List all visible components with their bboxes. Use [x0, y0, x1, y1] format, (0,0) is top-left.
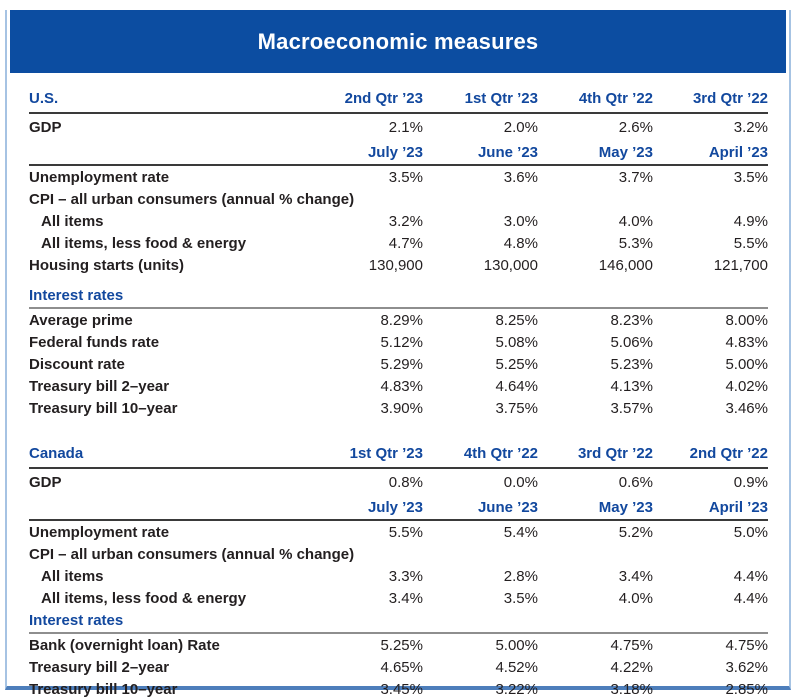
cell-value: 8.29% — [380, 311, 423, 329]
us-quarter-header-1: 2nd Qtr ’23 — [344, 90, 423, 107]
row-label: All items — [41, 212, 104, 230]
canada-quarter-header-2: 4th Qtr ’22 — [463, 445, 538, 462]
cell-value: 0.9% — [733, 473, 768, 491]
canada-month-header-2: June ’23 — [477, 498, 538, 516]
cell-value: 4.83% — [725, 333, 768, 351]
us-header-row — [29, 85, 768, 114]
cell-value: 4.75% — [725, 636, 768, 654]
canada-gdp-row — [29, 469, 768, 495]
cell-value: 3.4% — [618, 567, 653, 585]
row-label: Bank (overnight loan) Rate — [29, 636, 220, 654]
cell-value: 3.75% — [495, 399, 538, 417]
cell-value: 5.29% — [380, 355, 423, 373]
cell-value: 4.83% — [380, 377, 423, 395]
canada-quarter-header-4: 2nd Qtr ’22 — [689, 445, 768, 462]
canada-quarter-header-3: 3rd Qtr ’22 — [577, 445, 653, 462]
cell-value: 130,900 — [368, 256, 423, 274]
table-row — [29, 331, 768, 353]
cell-value: 4.0% — [618, 589, 653, 607]
cell-value: 0.6% — [618, 473, 653, 491]
cell-value: 8.25% — [495, 311, 538, 329]
cell-value: 146,000 — [598, 256, 653, 274]
cell-value: 2.0% — [503, 118, 538, 136]
cell-value: 121,700 — [713, 256, 768, 274]
cell-value: 3.62% — [725, 658, 768, 676]
row-label: Treasury bill 2–year — [29, 377, 170, 395]
cell-value: 3.4% — [388, 589, 423, 607]
table-row — [29, 587, 768, 609]
cell-value: 3.0% — [503, 212, 538, 230]
canada-quarter-header-1: 1st Qtr ’23 — [349, 445, 423, 462]
cell-value: 4.4% — [733, 589, 768, 607]
canada-region-label: Canada — [29, 445, 84, 462]
table-row — [29, 678, 768, 700]
table-row — [29, 254, 768, 276]
cell-value: 5.06% — [610, 333, 653, 351]
cell-value: 4.7% — [388, 234, 423, 252]
row-label: Treasury bill 2–year — [29, 658, 170, 676]
table-row — [29, 634, 768, 656]
canada-month-header-1: July ’23 — [367, 498, 423, 516]
row-label: Federal funds rate — [29, 333, 160, 351]
canada-header-row — [29, 440, 768, 469]
cell-value: 4.65% — [380, 658, 423, 676]
section-heading-label: Interest rates — [29, 612, 124, 629]
table-row — [29, 375, 768, 397]
cell-value: 5.5% — [388, 523, 423, 541]
cell-value: 5.25% — [495, 355, 538, 373]
cell-value: 3.5% — [733, 168, 768, 186]
cell-value: 5.00% — [725, 355, 768, 373]
cell-value: 3.45% — [380, 680, 423, 698]
cell-value: 130,000 — [483, 256, 538, 274]
us-months-header-row — [29, 140, 768, 166]
section-gap — [29, 276, 768, 284]
table-content — [7, 73, 789, 700]
canada-months-header-row — [29, 495, 768, 521]
cell-value: 3.46% — [725, 399, 768, 417]
row-label: Discount rate — [29, 355, 125, 373]
row-label: GDP — [29, 118, 62, 136]
section-heading-label: Interest rates — [29, 287, 124, 304]
table-row — [29, 188, 768, 210]
us-quarter-header-3: 4th Qtr ’22 — [578, 90, 653, 107]
cell-value: 4.13% — [610, 377, 653, 395]
canada-month-header-4: April ’23 — [708, 498, 768, 516]
canada-month-header-3: May ’23 — [598, 498, 653, 516]
us-month-header-2: June ’23 — [477, 143, 538, 161]
cell-value: 4.0% — [618, 212, 653, 230]
us-quarter-header-4: 3rd Qtr ’22 — [692, 90, 768, 107]
cell-value: 8.00% — [725, 311, 768, 329]
us-quarter-header-2: 1st Qtr ’23 — [464, 90, 538, 107]
cell-value: 5.4% — [503, 523, 538, 541]
canada-interest-rates-heading — [29, 609, 768, 634]
cell-value: 5.2% — [618, 523, 653, 541]
us-month-header-3: May ’23 — [598, 143, 653, 161]
cell-value: 3.2% — [388, 212, 423, 230]
us-month-header-4: April ’23 — [708, 143, 768, 161]
row-label: Unemployment rate — [29, 168, 170, 186]
page-title: Macroeconomic measures — [257, 28, 539, 54]
cell-value: 4.52% — [495, 658, 538, 676]
us-interest-rates-heading — [29, 284, 768, 309]
us-month-header-1: July ’23 — [367, 143, 423, 161]
table-row — [29, 232, 768, 254]
cell-value: 4.02% — [725, 377, 768, 395]
cell-value: 2.6% — [618, 118, 653, 136]
cell-value: 3.57% — [610, 399, 653, 417]
us-gdp-row — [29, 114, 768, 140]
row-label: Average prime — [29, 311, 133, 329]
cell-value: 3.18% — [610, 680, 653, 698]
row-label: Housing starts (units) — [29, 256, 185, 274]
title-bar — [10, 10, 786, 73]
cell-value: 0.0% — [503, 473, 538, 491]
cell-value: 8.23% — [610, 311, 653, 329]
row-label: CPI – all urban consumers (annual % change) — [29, 190, 355, 208]
cell-value: 2.85% — [725, 680, 768, 698]
table-row — [29, 656, 768, 678]
cell-value: 2.8% — [503, 567, 538, 585]
cell-value: 3.5% — [388, 168, 423, 186]
row-label: All items, less food & energy — [41, 589, 247, 607]
cell-value: 0.8% — [388, 473, 423, 491]
row-label: Unemployment rate — [29, 523, 170, 541]
cell-value: 5.25% — [380, 636, 423, 654]
cell-value: 3.5% — [503, 589, 538, 607]
table-row — [29, 543, 768, 565]
cell-value: 5.00% — [495, 636, 538, 654]
table-row — [29, 210, 768, 232]
cell-value: 5.0% — [733, 523, 768, 541]
cell-value: 4.8% — [503, 234, 538, 252]
row-label: All items, less food & energy — [41, 234, 247, 252]
us-region-label: U.S. — [29, 90, 59, 107]
cell-value: 5.12% — [380, 333, 423, 351]
table-row — [29, 565, 768, 587]
cell-value: 4.22% — [610, 658, 653, 676]
cell-value: 2.1% — [388, 118, 423, 136]
cell-value: 4.4% — [733, 567, 768, 585]
cell-value: 3.2% — [733, 118, 768, 136]
row-label: All items — [41, 567, 104, 585]
cell-value: 3.6% — [503, 168, 538, 186]
cell-value: 4.9% — [733, 212, 768, 230]
cell-value: 3.90% — [380, 399, 423, 417]
section-gap — [29, 419, 768, 440]
macro-measures-panel — [5, 10, 791, 698]
table-row — [29, 166, 768, 188]
cell-value: 3.7% — [618, 168, 653, 186]
cell-value: 5.3% — [618, 234, 653, 252]
table-row — [29, 397, 768, 419]
table-row — [29, 309, 768, 331]
cell-value: 4.64% — [495, 377, 538, 395]
cell-value: 3.22% — [495, 680, 538, 698]
row-label: CPI – all urban consumers (annual % change) — [29, 545, 355, 563]
table-row — [29, 353, 768, 375]
row-label: Treasury bill 10–year — [29, 399, 178, 417]
cell-value: 4.75% — [610, 636, 653, 654]
row-label: Treasury bill 10–year — [29, 680, 178, 698]
cell-value: 3.3% — [388, 567, 423, 585]
table-row — [29, 521, 768, 543]
cell-value: 5.08% — [495, 333, 538, 351]
cell-value: 5.5% — [733, 234, 768, 252]
row-label: GDP — [29, 473, 62, 491]
cell-value: 5.23% — [610, 355, 653, 373]
